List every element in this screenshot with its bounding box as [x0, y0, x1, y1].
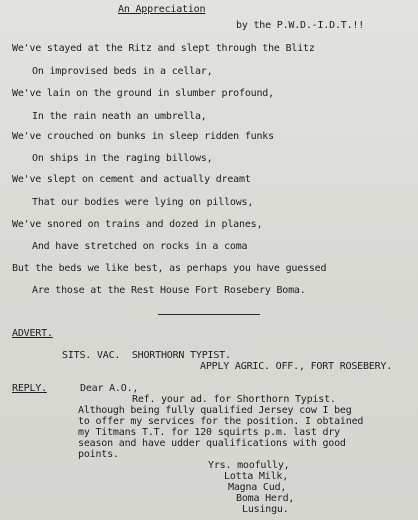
poem-line: Are those at the Rest House Fort Rosebery Boma. [32, 285, 306, 296]
reply-body-line: to offer my services for the position. I obtained [78, 416, 364, 427]
poem-line: We've lain on the ground in slumber profound, [12, 88, 274, 99]
poem-line: And have stretched on rocks in a coma [32, 241, 248, 252]
poem-line: That our bodies were lying on pillows, [32, 197, 254, 208]
reply-body-line: Ref. your ad. for Shorthorn Typist. [132, 394, 336, 405]
poem-line: On ships in the raging billows, [32, 153, 213, 164]
poem-line: We've stayed at the Ritz and slept through the Blitz [12, 43, 315, 54]
poem-line: We've snored on trains and dozed in planes, [12, 219, 263, 230]
reply-salutation: Dear A.O., [80, 383, 139, 394]
reply-signoff-line: Lusingu. [242, 504, 289, 515]
reply-signoff-line: Lotta Milk, [224, 471, 289, 482]
reply-body-line: Although being fully qualified Jersey cow I beg [78, 405, 352, 416]
advert-label: ADVERT. [12, 328, 53, 339]
poem-line: But the beds we like best, as perhaps you have guessed [12, 263, 327, 274]
reply-signoff-line: Magna Cud, [228, 482, 287, 493]
reply-body-line: season and have udder qualifications with good [78, 438, 346, 449]
reply-signoff-line: Boma Herd, [236, 493, 295, 504]
poem-line: We've slept on cement and actually dreamt [12, 174, 251, 185]
reply-body-line: my Titmans T.T. for 120 squirts p.m. last dry [78, 427, 340, 438]
poem-byline: by the P.W.D.-I.D.T.!! [236, 20, 365, 31]
poem-title: An Appreciation [118, 4, 206, 15]
advert-line-1: SITS. VAC. SHORTHORN TYPIST. [62, 350, 231, 361]
poem-line: In the rain neath an umbrella, [32, 111, 207, 122]
advert-line-2: APPLY AGRIC. OFF., FORT ROSEBERY. [200, 361, 393, 372]
poem-line: On improvised beds in a cellar, [32, 66, 213, 77]
poem-line: We've crouched on bunks in sleep ridden funks [12, 131, 274, 142]
reply-signoff-line: Yrs. moofully, [208, 460, 290, 471]
section-divider [158, 314, 260, 315]
reply-body-line: points. [78, 449, 119, 460]
reply-label: REPLY. [12, 383, 47, 394]
